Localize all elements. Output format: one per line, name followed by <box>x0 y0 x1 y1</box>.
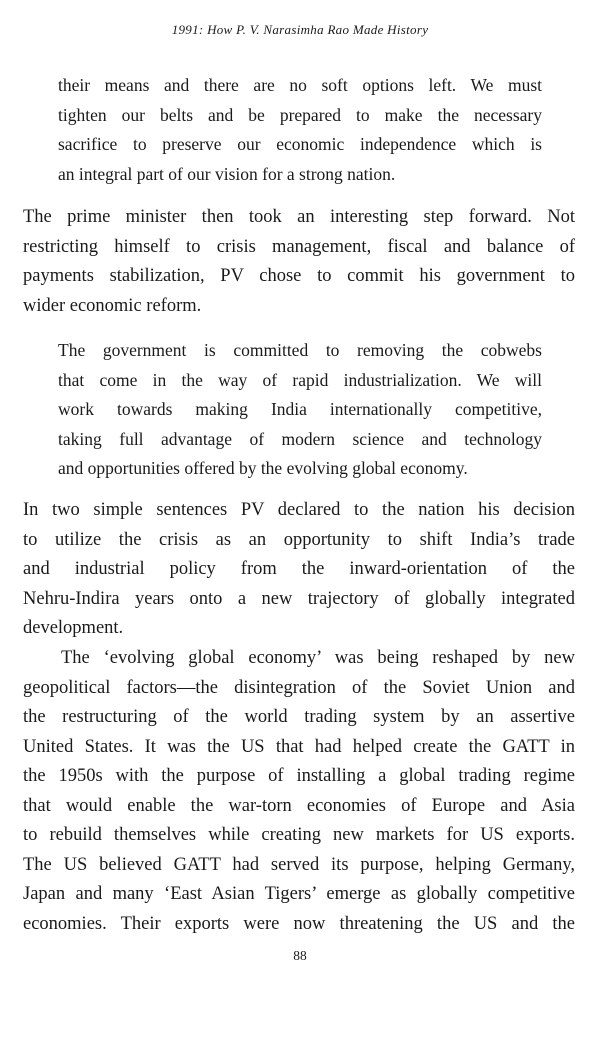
text-line: work towards making India internationally competitive, <box>58 399 542 419</box>
text-line: the restructuring of the world trading system by an assertive <box>23 707 575 727</box>
text-line: geopolitical factors—the disintegration of the Soviet Union and <box>23 677 575 698</box>
paragraph-3 <box>23 644 575 939</box>
paragraph-2 <box>23 496 575 644</box>
text-line: United States. It was the US that had helped create the GATT in <box>23 736 575 757</box>
text-line: that would enable the war-torn economies of Europe and Asia <box>23 795 575 816</box>
block-quote-2 <box>58 336 542 484</box>
text-line: to rebuild themselves while creating new markets for US exports. <box>23 825 575 845</box>
text-line: economies. Their exports were now threatening the US and the <box>23 913 575 934</box>
text-line: sacrifice to preserve our economic independence which is <box>58 134 542 154</box>
block-quote-1 <box>58 71 542 189</box>
text-line: The prime minister then took an interesting step forward. Not <box>23 207 575 227</box>
text-line: the 1950s with the purpose of installing a global trading regime <box>23 766 575 786</box>
text-line: wider economic reform. <box>23 295 202 316</box>
text-line: an integral part of our vision for a strong nation. <box>58 163 396 184</box>
text-line: and industrial policy from the inward-orientation of the <box>23 559 575 579</box>
text-line: The government is committed to removing the cobwebs <box>58 340 542 360</box>
text-line: Japan and many ‘East Asian Tigers’ emerge as globally competitive <box>23 884 575 904</box>
text-line: The ‘evolving global economy’ was being reshaped by new <box>61 648 575 668</box>
text-line: to utilize the crisis as an opportunity to shift India’s trade <box>23 529 575 550</box>
text-line: taking full advantage of modern science and technology <box>58 428 542 449</box>
text-line: that come in the way of rapid industrialization. We will <box>58 369 542 390</box>
page-number: 88 <box>293 948 307 963</box>
running-header: 1991: How P. V. Narasimha Rao Made History <box>171 22 429 37</box>
text-line: and opportunities offered by the evolving global economy. <box>58 458 468 478</box>
text-line: In two simple sentences PV declared to the nation his decision <box>23 500 575 520</box>
text-line: their means and there are no soft options left. We must <box>58 75 542 95</box>
text-line: tighten our belts and be prepared to make the necessary <box>58 104 542 125</box>
text-line: payments stabilization, PV chose to commit his government to <box>23 266 575 286</box>
text-line: development. <box>23 618 124 638</box>
text-line: restricting himself to crisis management, fiscal and balance of <box>23 236 575 257</box>
text-line: The US believed GATT had served its purpose, helping Germany, <box>23 854 575 875</box>
paragraph-1 <box>23 203 575 321</box>
text-line: Nehru-Indira years onto a new trajectory of globally integrated <box>23 588 575 609</box>
